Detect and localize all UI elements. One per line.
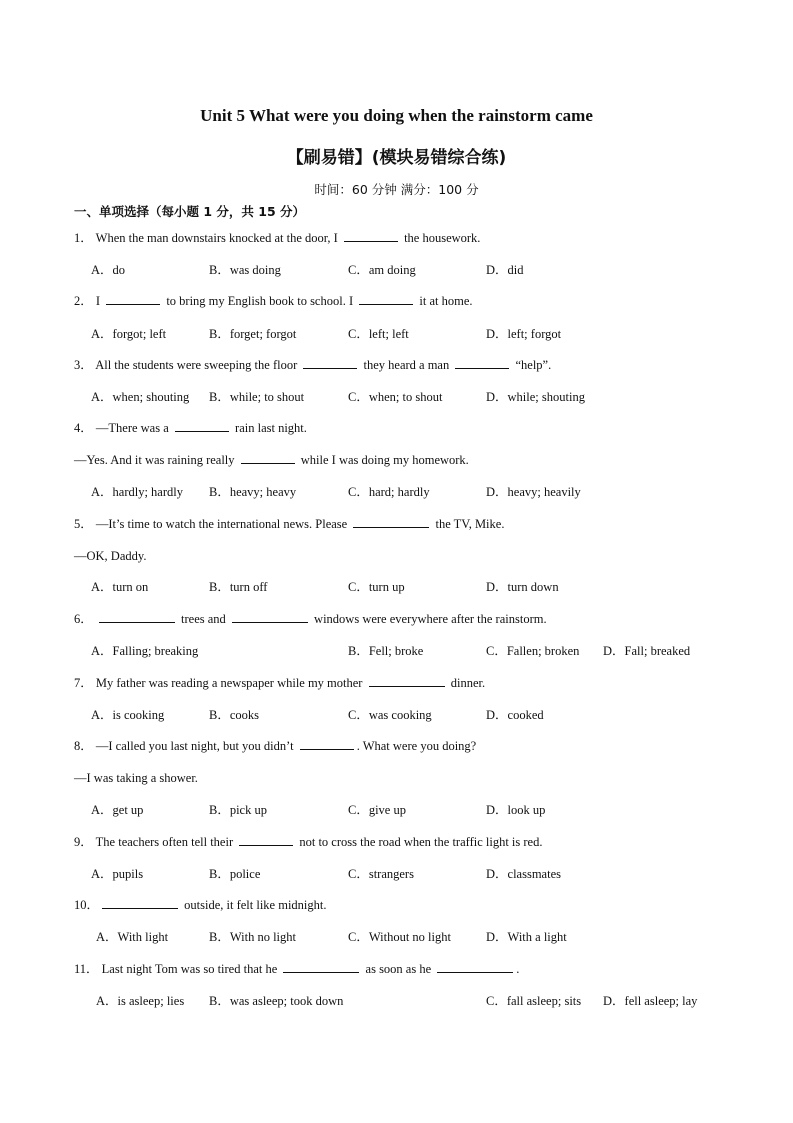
option-d[interactable]: D．With a light (486, 930, 567, 944)
option-d[interactable]: D．did (486, 263, 524, 277)
answer-blank[interactable] (353, 515, 429, 528)
question-number: 8． (74, 739, 93, 753)
question-number: 10． (74, 898, 100, 912)
question-number: 5． (74, 517, 93, 531)
question-5 (74, 515, 504, 533)
question-2 (74, 292, 473, 310)
option-b[interactable]: B．Fell; broke (348, 644, 424, 658)
option-c[interactable]: C．when; to shout (348, 390, 443, 404)
option-a[interactable]: A．hardly; hardly (91, 485, 183, 499)
question-text: dinner. (450, 676, 486, 690)
option-d[interactable]: D．while; shouting (486, 390, 585, 404)
question-text: All the students were sweeping the floor (95, 358, 298, 372)
question-text: outside, it felt like midnight. (184, 898, 327, 912)
question-text: the TV, Mike. (435, 517, 505, 531)
option-b[interactable]: B．pick up (209, 803, 267, 817)
answer-blank[interactable] (241, 451, 295, 464)
question-number: 1． (74, 231, 93, 245)
answer-blank[interactable] (437, 960, 513, 973)
question-number: 7． (74, 676, 93, 690)
question-text: it at home. (419, 294, 473, 308)
option-a[interactable]: A．pupils (91, 867, 144, 881)
question-11 (74, 960, 519, 978)
option-c[interactable]: C．fall asleep; sits (486, 994, 582, 1008)
option-b[interactable]: B．With no light (209, 930, 296, 944)
question-text: they heard a man (363, 358, 450, 372)
question-text: —It’s time to watch the international news. Please (95, 517, 348, 531)
question-text: to bring my English book to school. I (166, 294, 354, 308)
question-1 (74, 229, 480, 247)
question-number: 11． (74, 962, 99, 976)
section-heading: 一、单项选择（每小题 1 分，共 15 分） (74, 204, 306, 219)
question-8 (74, 737, 476, 755)
question-number: 3． (74, 358, 93, 372)
question-4 (74, 419, 307, 437)
question-text: —I was taking a shower. (74, 771, 198, 785)
option-c[interactable]: C．strangers (348, 867, 414, 881)
option-b[interactable]: B．while; to shout (209, 390, 305, 404)
option-a[interactable]: A．do (91, 263, 126, 277)
option-d[interactable]: D．left; forgot (486, 327, 562, 341)
question-text: My father was reading a newspaper while my mother (95, 676, 363, 690)
question-3 (74, 356, 551, 374)
answer-blank[interactable] (455, 356, 509, 369)
option-a[interactable]: A．turn on (91, 580, 149, 594)
option-d[interactable]: D．look up (486, 803, 546, 817)
option-a[interactable]: A．is asleep; lies (96, 994, 185, 1008)
option-c[interactable]: C．am doing (348, 263, 416, 277)
option-b[interactable]: B．cooks (209, 708, 260, 722)
question-7 (74, 674, 485, 692)
question-text: —Yes. And it was raining really (74, 453, 235, 467)
answer-blank[interactable] (303, 356, 357, 369)
option-d[interactable]: D．Fall; breaked (603, 644, 691, 658)
question-text: while I was doing my homework. (300, 453, 469, 467)
option-c[interactable]: C．turn up (348, 580, 405, 594)
option-c[interactable]: C．Fallen; broken (486, 644, 580, 658)
option-c[interactable]: C．was cooking (348, 708, 432, 722)
page-subtitle: 【刷易错】(模块易错综合练) (286, 148, 507, 168)
question-text: —OK, Daddy. (74, 549, 147, 563)
answer-blank[interactable] (239, 833, 293, 846)
option-b[interactable]: B．turn off (209, 580, 268, 594)
option-c[interactable]: C．left; left (348, 327, 409, 341)
answer-blank[interactable] (300, 737, 354, 750)
question-text: —I called you last night, but you didn’t (95, 739, 294, 753)
question-text: as soon as he (365, 962, 432, 976)
question-text: I (95, 294, 101, 308)
question-text: Last night Tom was so tired that he (101, 962, 278, 976)
answer-blank[interactable] (232, 610, 308, 623)
page-title: Unit 5 What were you doing when the rainstorm came (200, 106, 593, 125)
question-text: —There was a (95, 421, 169, 435)
answer-blank[interactable] (102, 896, 178, 909)
question-number: 4． (74, 421, 93, 435)
question-text: not to cross the road when the traffic light is red. (299, 835, 543, 849)
question-text: The teachers often tell their (95, 835, 234, 849)
question-text: windows were everywhere after the rainstorm. (314, 612, 547, 626)
option-b[interactable]: B．forget; forgot (209, 327, 297, 341)
answer-blank[interactable] (344, 229, 398, 242)
answer-blank[interactable] (106, 292, 160, 305)
question-10 (74, 896, 327, 914)
answer-blank[interactable] (369, 674, 445, 687)
question-text: When the man downstairs knocked at the door, I (95, 231, 338, 245)
option-b[interactable]: B．police (209, 867, 261, 881)
option-b[interactable]: B．was asleep; took down (209, 994, 344, 1008)
option-a[interactable]: A．Falling; breaking (91, 644, 199, 658)
option-a[interactable]: A．With light (96, 930, 169, 944)
answer-blank[interactable] (175, 419, 229, 432)
option-c[interactable]: C．hard; hardly (348, 485, 430, 499)
option-a[interactable]: A．when; shouting (91, 390, 190, 404)
option-d[interactable]: D．fell asleep; lay (603, 994, 698, 1008)
question-number: 9． (74, 835, 93, 849)
option-b[interactable]: B．heavy; heavy (209, 485, 297, 499)
option-d[interactable]: D．cooked (486, 708, 544, 722)
question-number: 6． (74, 612, 93, 626)
option-d[interactable]: D．classmates (486, 867, 561, 881)
option-d[interactable]: D．heavy; heavily (486, 485, 581, 499)
question-4-line-2 (74, 451, 469, 469)
question-text: trees and (181, 612, 226, 626)
option-a[interactable]: A．forgot; left (91, 327, 167, 341)
question-6 (74, 610, 547, 628)
question-9 (74, 833, 542, 851)
question-text: . What were you doing? (356, 739, 477, 753)
question-8-line-2 (74, 769, 198, 787)
exam-meta: 时间：60 分钟 满分：100 分 (314, 182, 479, 197)
question-text: . (516, 962, 520, 976)
question-number: 2． (74, 294, 93, 308)
option-c[interactable]: C．Without no light (348, 930, 451, 944)
option-b[interactable]: B．was doing (209, 263, 281, 277)
option-d[interactable]: D．turn down (486, 580, 559, 594)
question-5-line-2 (74, 547, 146, 565)
question-text: rain last night. (235, 421, 307, 435)
question-text: “help”. (515, 358, 552, 372)
answer-blank[interactable] (283, 960, 359, 973)
option-c[interactable]: C．give up (348, 803, 406, 817)
option-a[interactable]: A．is cooking (91, 708, 165, 722)
answer-blank[interactable] (99, 610, 175, 623)
question-text: the housework. (404, 231, 481, 245)
option-a[interactable]: A．get up (91, 803, 144, 817)
answer-blank[interactable] (359, 292, 413, 305)
